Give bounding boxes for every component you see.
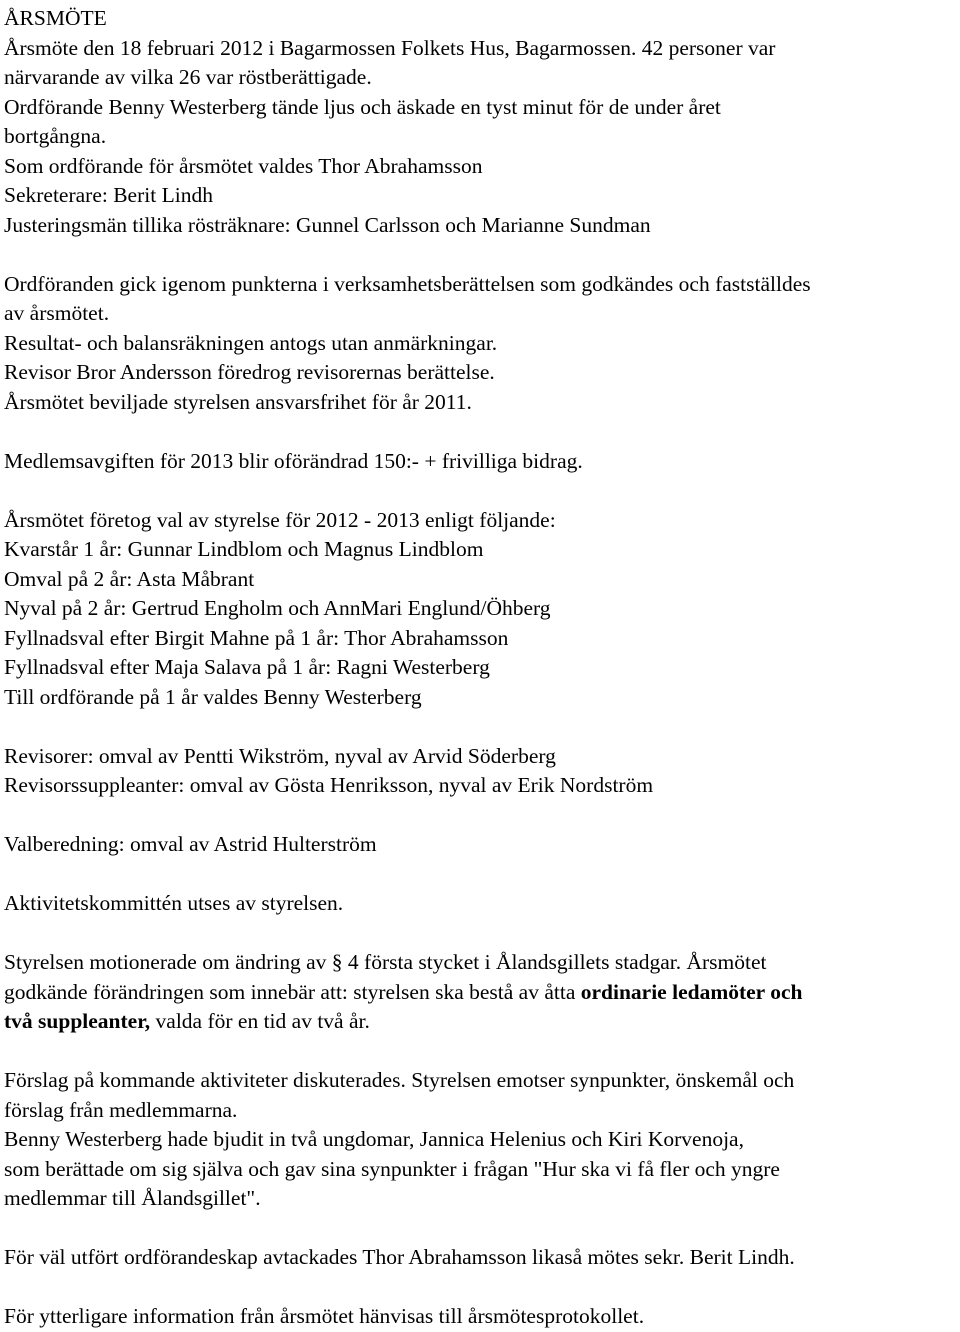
text-line: Justeringsmän tillika rösträknare: Gunnel Carlsson och Marianne Sundman	[4, 212, 651, 237]
text-line: Sekreterare: Berit Lindh	[4, 183, 213, 207]
text-line: Revisor Bror Andersson föredrog revisorernas berättelse.	[4, 360, 495, 384]
text-line: som berättade om sig själva och gav sina synpunkter i frågan "Hur ska vi få fler och yngre	[4, 1156, 780, 1181]
text-run: godkände förändringen som innebär att: styrelsen ska bestå av åtta	[4, 979, 581, 1004]
text-line: Aktivitetskommittén utses av styrelsen.	[4, 891, 344, 915]
text-line: Ordförande Benny Westerberg tände ljus och äskade en tyst minut för de under året	[4, 94, 721, 119]
bold-text-run: ordinarie ledamöter och	[580, 979, 803, 1004]
text-line: Valberedning: omval av Astrid Hulterström	[4, 832, 377, 856]
text-line: Omval på 2 år: Asta Måbrant	[4, 566, 255, 591]
text-line: För ytterligare information från årsmötet hänvisas till årsmötesprotokollet.	[4, 1304, 645, 1328]
paragraph-gap	[4, 919, 960, 949]
document-heading: ÅRSMÖTE	[4, 6, 107, 30]
document-page	[4, 4, 960, 1332]
text-line: Som ordförande för årsmötet valdes Thor Abrahamsson	[4, 153, 483, 178]
paragraph-gap	[4, 1214, 960, 1244]
paragraph-gap	[4, 1037, 960, 1067]
text-line	[4, 978, 960, 1008]
paragraph-gap	[4, 476, 960, 506]
paragraph-gap	[4, 860, 960, 890]
paragraph-gap	[4, 801, 960, 831]
text-line: Ordföranden gick igenom punkterna i verksamhetsberättelsen som godkändes och fastställdes	[4, 271, 811, 296]
text-line: Årsmötet företog val av styrelse för 2012 - 2013 enligt följande:	[4, 507, 556, 532]
paragraph-gap	[4, 712, 960, 742]
text-line: förslag från medlemmarna.	[4, 1097, 238, 1122]
bold-text-run: två suppleanter,	[4, 1009, 151, 1033]
text-line: Benny Westerberg hade bjudit in två ungdomar, Jannica Helenius och Kiri Korvenoja,	[4, 1127, 744, 1151]
paragraph-gap	[4, 240, 960, 270]
text-line: närvarande av vilka 26 var röstberättigade.	[4, 65, 372, 89]
text-line: Till ordförande på 1 år valdes Benny Westerberg	[4, 684, 422, 709]
text-line: Fyllnadsval efter Birgit Mahne på 1 år: Thor Abrahamsson	[4, 625, 509, 650]
text-line: Årsmötet beviljade styrelsen ansvarsfrihet för år 2011.	[4, 389, 472, 414]
paragraph-gap	[4, 1273, 960, 1303]
text-line: Revisorssuppleanter: omval av Gösta Henriksson, nyval av Erik Nordström	[4, 773, 654, 797]
text-line: medlemmar till Ålandsgillet".	[4, 1186, 261, 1210]
text-line: av årsmötet.	[4, 301, 110, 325]
text-line: Kvarstår 1 år: Gunnar Lindblom och Magnus Lindblom	[4, 537, 484, 561]
text-line: För väl utfört ordförandeskap avtackades Thor Abrahamsson likaså mötes sekr. Berit Lindh.	[4, 1245, 795, 1269]
text-line: Förslag på kommande aktiviteter diskuterades. Styrelsen emotser synpunkter, önskemål och	[4, 1068, 795, 1092]
text-line: Årsmöte den 18 februari 2012 i Bagarmossen Folkets Hus, Bagarmossen. 42 personer var	[4, 35, 776, 60]
text-line: Nyval på 2 år: Gertrud Engholm och AnnMari Englund/Öhberg	[4, 596, 551, 620]
text-line: Styrelsen motionerade om ändring av § 4 första stycket i Ålandsgillets stadgar. Årsmötet	[4, 950, 767, 974]
text-run: valda för en tid av två år.	[150, 1009, 370, 1033]
paragraph-gap	[4, 417, 960, 447]
text-line: Revisorer: omval av Pentti Wikström, nyval av Arvid Söderberg	[4, 743, 556, 768]
text-line	[4, 1007, 960, 1037]
text-line: Fyllnadsval efter Maja Salava på 1 år: Ragni Westerberg	[4, 655, 490, 679]
text-line: Medlemsavgiften för 2013 blir oförändrad 150:- + frivilliga bidrag.	[4, 448, 583, 473]
text-line: Resultat- och balansräkningen antogs utan anmärkningar.	[4, 330, 498, 355]
text-line: bortgångna.	[4, 124, 107, 148]
